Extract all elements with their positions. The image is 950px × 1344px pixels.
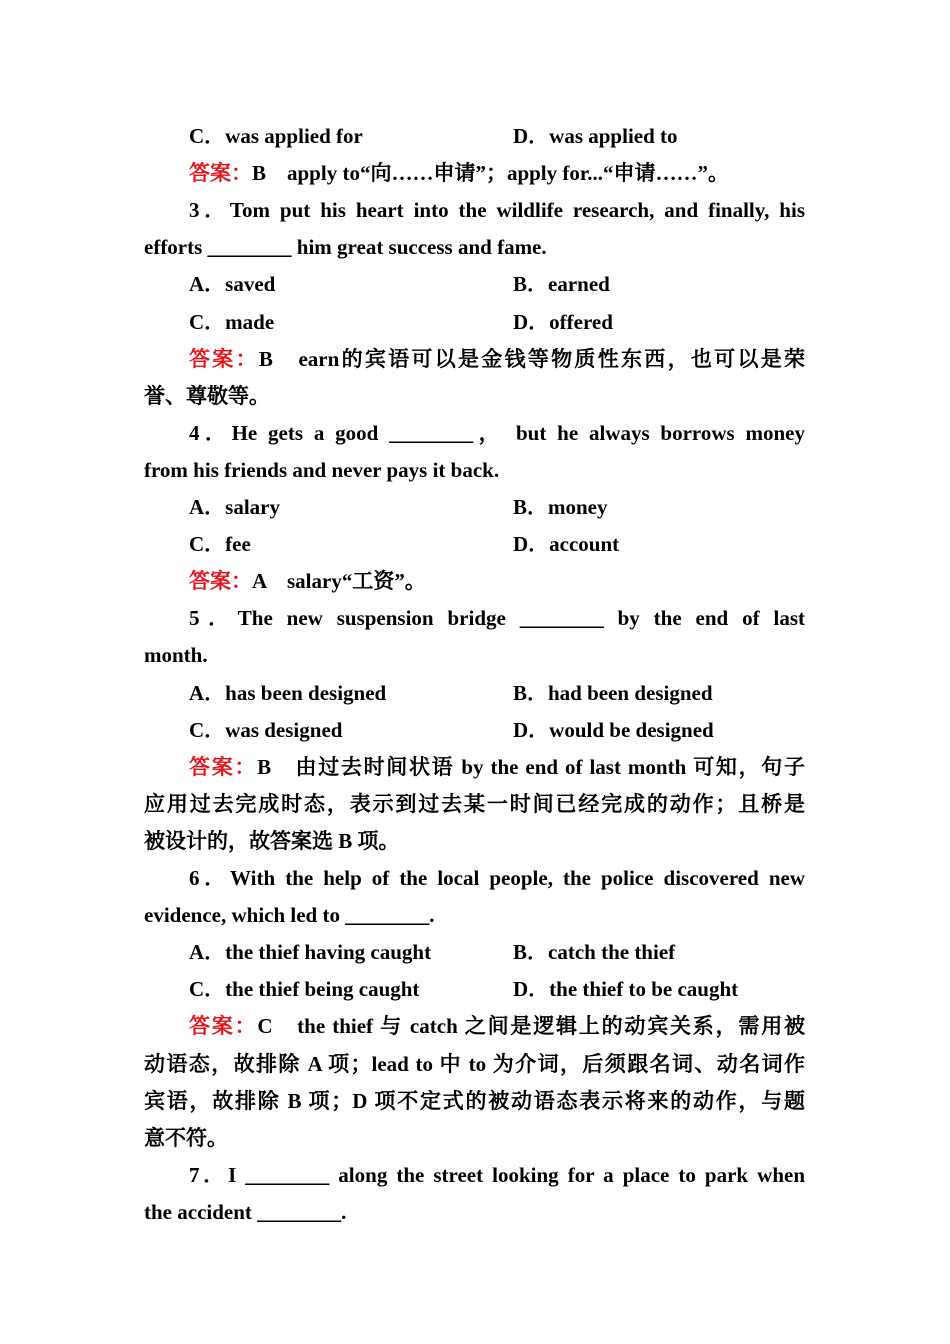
answer-continuation: 意不符。 [144, 1125, 228, 1150]
answer-label: 答案： [189, 1014, 258, 1039]
option-right: B．catch the thief [513, 940, 676, 965]
option-right: D．offered [513, 309, 613, 334]
question-stem: 7．I ________ along the street looking for a place to park when [189, 1162, 805, 1187]
answer-continuation: 誉、尊敬等。 [144, 383, 270, 408]
option-row [144, 675, 805, 712]
option-row [144, 304, 805, 341]
answer-line [144, 563, 805, 600]
question-continuation: month. [144, 643, 208, 668]
answer-label: 答案： [189, 754, 258, 779]
answer-text: B apply to“向……申请”；apply for...“申请……”。 [252, 161, 730, 186]
option-right: D．the thief to be caught [513, 977, 739, 1002]
answer-continuation: 宾语，故排除 B 项；D 项不定式的被动语态表示将来的动作，与题 [144, 1088, 805, 1113]
option-right: D．was applied to [513, 124, 678, 148]
option-left: A．saved [189, 272, 276, 297]
answer-text: A salary“工资”。 [252, 569, 426, 594]
answer-continuation: 动语态，故排除 A 项；lead to 中 to 为介词，后须跟名词、动名词作 [144, 1051, 805, 1076]
option-left: A．salary [189, 495, 280, 519]
option-right: B．had been designed [513, 680, 713, 705]
option-right: B．earned [513, 272, 610, 297]
question-continuation: from his friends and never pays it back. [144, 457, 500, 482]
option-left: A．the thief having caught [189, 940, 432, 965]
option-row [144, 712, 805, 749]
answer-line [144, 749, 805, 786]
answer-text: B earn的宾语可以是金钱等物质性东西，也可以是荣 [258, 346, 806, 371]
option-row [144, 934, 805, 971]
question-stem: 3．Tom put his heart into the wildlife research, and finally, his [189, 198, 805, 223]
question-continuation: evidence, which led to ________. [144, 903, 435, 928]
answer-continuation: 应用过去完成时态，表示到过去某一时间已经完成的动作；且桥是 [144, 791, 805, 816]
answer-continuation: 被设计的，故答案选 B 项。 [144, 828, 400, 853]
option-right: D．would be designed [513, 717, 714, 742]
question-stem: 4．He gets a good ________， but he always borrows money [189, 420, 805, 445]
question-continuation: the accident ________. [144, 1199, 347, 1224]
option-row [144, 971, 805, 1008]
answer-text: B 由过去时间状语 by the end of last month 可知，句子 [257, 754, 805, 779]
answer-text: C the thief 与 catch 之间是逻辑上的动宾关系，需用被 [257, 1014, 806, 1039]
option-left: C．fee [189, 532, 251, 557]
option-right: D．account [513, 532, 620, 557]
question-stem: 6．With the help of the local people, the police discovered new [189, 866, 805, 890]
answer-label: 答案： [189, 346, 259, 371]
option-left: C．was designed [189, 717, 343, 742]
answer-line [144, 1008, 805, 1045]
answer-label: 答案： [189, 569, 252, 594]
option-left: C．made [189, 309, 275, 334]
option-left: C．the thief being caught [189, 977, 420, 1002]
answer-label: 答案： [189, 161, 252, 186]
answer-line [144, 341, 805, 378]
question-continuation: efforts ________ him great success and fame. [144, 235, 547, 260]
option-row [144, 526, 805, 563]
option-row [144, 489, 805, 526]
option-left: C．was applied for [189, 124, 363, 148]
option-row [144, 266, 805, 303]
option-right: B．money [513, 495, 608, 519]
answer-line [144, 155, 805, 192]
question-stem: 5．The new suspension bridge ________ by the end of last [189, 606, 805, 631]
option-left: A．has been designed [189, 680, 387, 705]
option-row [144, 118, 805, 155]
